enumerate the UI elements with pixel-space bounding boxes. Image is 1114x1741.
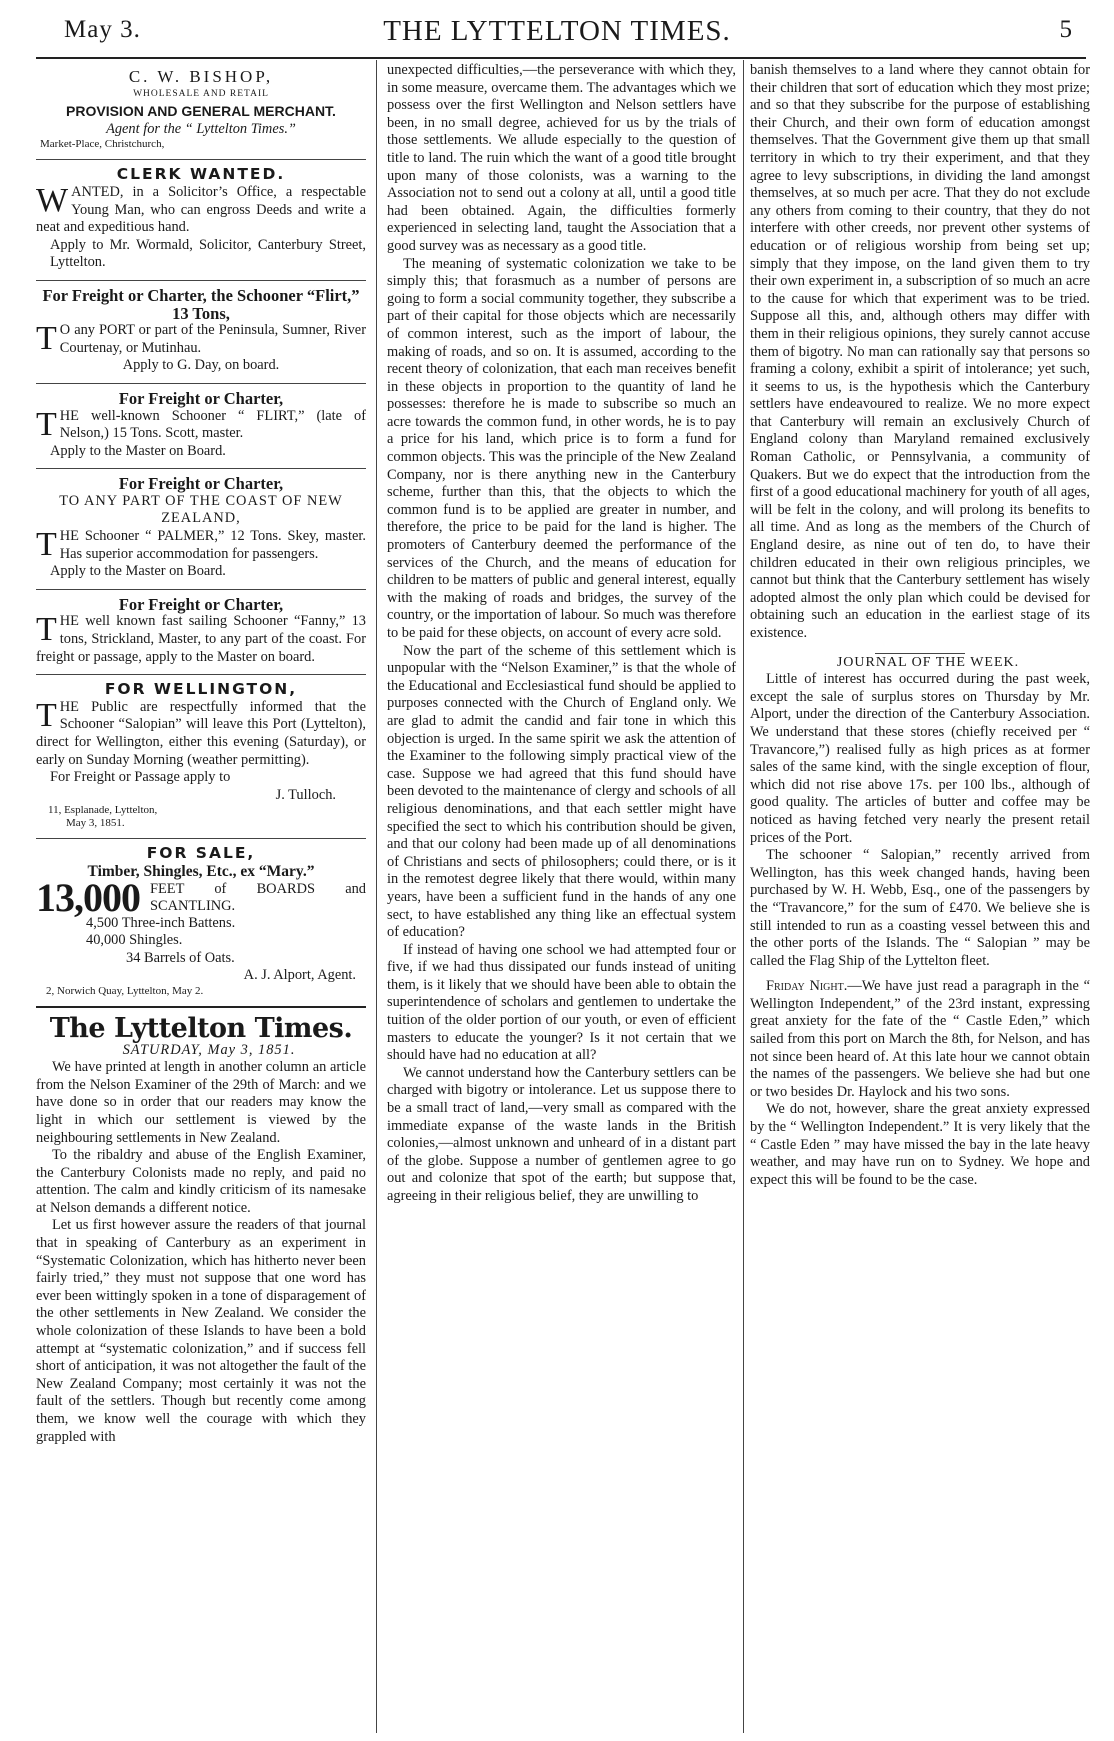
issue-date: May 3. [64, 16, 141, 43]
ad-subheading: TO ANY PART OF THE COAST OF NEW ZEALAND, [59, 492, 343, 527]
ad-apply: For Freight or Passage apply to [50, 769, 231, 786]
drop-cap: T [36, 696, 57, 734]
ad-apply: Apply to the Master on Board. [50, 563, 226, 580]
editorial-paragraph: We have printed at length in another column an article from the Nelson Examiner of the 29th of March: and we have done so in order that our readers may know the light in which our settlement is viewed by the neighbouring settlements in New Zealand. [36, 1059, 366, 1146]
drop-cap: T [36, 526, 57, 564]
ad-heading: For Freight or Charter, [118, 474, 284, 494]
journal-paragraph: We do not, however, share the great anxiety expressed by the “ Wellington Independent.” It is very likely that the “ Castle Eden ” may have missed the bay in the late heavy weather, and may have run on to Sydney. We hope and expect this will be found to be the case. [750, 1101, 1090, 1188]
editorial-dateline: SATURDAY, May 3, 1851. [122, 1041, 296, 1058]
ad-agent: Agent for the “ Lyttelton Times.” [106, 120, 296, 137]
ad-address: 2, Norwich Quay, Lyttelton, May 2. [46, 984, 204, 997]
ad-bishop [36, 62, 366, 160]
drop-cap: T [36, 405, 57, 443]
ad-tagline: WHOLESALE AND RETAIL [133, 88, 269, 99]
drop-cap: T [36, 611, 57, 649]
ad-for-sale [36, 839, 366, 1008]
ad-body: O any PORT or part of the Peninsula, Sumner, River Courtenay, or Mutinhau. [59, 322, 366, 356]
ad-heading: For Freight or Charter, [118, 388, 284, 408]
ad-line: 40,000 Shingles. [86, 932, 183, 949]
editorial-banner: The Lyttelton Times. [49, 1012, 353, 1044]
drop-cap: W [36, 181, 69, 219]
masthead [0, 0, 1114, 58]
column-3 [750, 62, 1090, 1734]
ad-body: HE well known fast sailing Schooner “Fanny,” 13 tons, Strickland, Master, to any part of the coast. For freight or passage, apply to the Master on board. [36, 613, 366, 665]
friday-night-lead: Friday Night. [766, 978, 848, 995]
ad-body: HE well-known Schooner “ FLIRT,” (late of Nelson,) 15 Tons. Scott, master. [59, 407, 366, 442]
editorial-paragraph: If instead of having one school we had attempted four or five, if we had thus dissipated our funds instead of uniting them, is it likely that we should have been able to obtain the superintendence of scholars and gentlemen to undertake the tuition of the older portion of our youth, or even of efficient masters to educate the younger? Is it not certain that we should have had no education at all? [387, 941, 736, 1064]
ad-heading: CLERK WANTED. [116, 165, 286, 184]
ad-line: 34 Barrels of Oats. [126, 949, 235, 966]
column-2 [387, 62, 736, 1734]
ad-body: HE Schooner “ PALMER,” 12 Tons. Skey, master. Has superior accommodation for passengers. [59, 528, 366, 562]
ad-heading: For Freight or Charter, [118, 594, 284, 614]
editorial-paragraph: banish themselves to a land where they cannot obtain for their children that sort of education which they most prize; and so that they subscribe for the purpose of establishing their Church, and their own form of education amongst themselves. That the Government give them up that small territory in which to try their experiment, and that they agree to levy subscriptions, in dividing the land amongst themselves, at so much per acre. That they do not exclude any others from coming to their country, that they do not interfere with other creeds, nor prevent other systems of education or of religious worship from being set up; simply that they impose, on the land given them to try their own experiment in, a subscription of so much an acre to the cause for which that experiment was to be tried. Suppose all this, and, although others may differ with them in their religious opinions, they surely cannot accuse them of bigotry. No man can rationally say that persons so framing a colony, exhibit a spirit of intolerance; yet such, it seems to us, is the hypothesis which the Canterbury settlers have endeavoured to realize. We no more expect that Canterbury will remain an exclusively Church of England colony than Maryland remained exclusively Roman Catholic, or Pennsylvania, a community of Quakers. But we do expect that the introduction from the first of a good educational machinery for youth of all ages, will be felt in the colony, and will prolong its benefits to all time. And as long as the members of the Church of England desire, as nine out of ten do, to have their children educated in their own religious principles, we cannot but think that the Canterbury settlement has wisely adopted almost the only plan which could be devised for obtaining such an education in the earliest stage of its existence. [750, 62, 1090, 641]
editorial-paragraph: To the ribaldry and abuse of the English Examiner, the Canterbury Colonists made no reply, and paid no attention. The calm and kindly criticism of its namesake at Nelson demands a different notice. [36, 1147, 366, 1216]
header-rule [36, 57, 1086, 59]
ad-line: 4,500 Three-inch Battens. [86, 914, 236, 931]
ad-flirt-scott [36, 384, 366, 469]
ad-heading: FOR WELLINGTON, [104, 680, 298, 699]
ad-place: Market-Place, Christchurch, [40, 138, 165, 151]
ad-clerk-wanted [36, 160, 366, 281]
ad-signature: A. J. Alport, Agent. [243, 967, 356, 984]
editorial-paragraph: The meaning of systematic colonization we take to be simply this; that forasmuch as a number of persons are going to form a social community together, they subscribe a part of their capital for those objects which are necessarily of common interest, such as the import of labour, the making of roads, and so on. It is assumed, according to the recent theory of colonization, that each man receives benefit in these objects in proportion to the quantity of land he possesses: therefore he is made to subscribe so much an acre towards the common fund, in other words, he is to pay a price for his land, which price is to form a fund for common objects. This was the principle of the New Zealand Company, nor is there anything new in the Canterbury scheme, further than this, that the objects to which the common fund is to be applied are greater in number, and therefore, the price to be paid for the land is higher. The promoters of Canterbury deemed the performance of the services of the Church, and the means of education for children to be matters of public and general interest, equally with the making of roads and bridges, the survey of the country, or the importation of labour. So much was therefore to be paid for these objects, on account of every acre sold. [387, 255, 736, 641]
ad-name: C. W. BISHOP, [128, 67, 274, 86]
ad-big-number: 13,000 [36, 874, 140, 920]
ad-apply: Apply to Mr. Wormald, Solicitor, Canterbury Street, Lyttelton. [50, 236, 366, 271]
editorial-paragraph: Now the part of the scheme of this settlement which is unpopular with the “Nelson Examiner,” is that the whole of the Educational and Ecclesiastical fund should be applied to purposes connected with the Church of England only. We are glad to admit the candid and fair tone in which this objection is urged. In the same spirit we ask the attention of the Examiner to the following simply practical view of the case. Suppose we had agreed that this fund should have been devoted to the maintenance of clergy and schools of all religious denominations, and that each settler might have specified the sect to which his contribution should be given, and that our colony had been made up of all denominations of Christians and sects of philosophers; could there, or is it in the remotest degree likely that there would, within many years, have been a sufficient fund in the hands of any one sect, to have established any thing like an effectual system of education? [387, 642, 736, 941]
column-divider [743, 60, 744, 1733]
ad-address: 11, Esplanade, Lyttelton, [48, 804, 158, 817]
ad-heading: For Freight or Charter, the Schooner “Flirt,” 13 Tons, [42, 285, 360, 323]
ad-date: May 3, 1851. [66, 817, 125, 830]
column-1 [36, 62, 366, 1734]
newspaper-title: THE LYTTELTON TIMES. [383, 15, 731, 47]
column-divider [376, 60, 377, 1733]
ad-fanny [36, 590, 366, 675]
ad-body: HE Public are respectfully informed that the Schooner “Salopian” will leave this Port (Lyttelton), direct for Wellington, either this evening (Saturday), or early on Sunday Morning (weather permitting). [36, 698, 366, 768]
ad-subheading: Timber, Shingles, Etc., ex “Mary.” [87, 862, 315, 880]
ad-heading: FOR SALE, [146, 844, 256, 863]
ad-apply: Apply to the Master on Board. [50, 442, 226, 459]
journal-heading: JOURNAL OF THE WEEK. [836, 654, 1020, 670]
ad-flirt-charter [36, 281, 366, 384]
ad-signature: J. Tulloch. [275, 786, 336, 803]
editorial-paragraph: Let us first however assure the readers of that journal that in speaking of Canterbury as an experiment in “Systematic Colonization, which has hitherto never been fairly tried,” they must not suppose that one word has ever been wittingly spoken in a tone of disparagement of the other settlements in New Zealand. We consider the whole colonization of these Islands to have been a bold attempt at “systematic colonization,” and if success fell short of anticipation, it was not altogether the fault of the New Zealand Company; most certainly it was not the fault of the settlers. Though but recently come among them, we know well the courage with which they grappled with [36, 1217, 366, 1445]
editorial-paragraph: We cannot understand how the Canterbury settlers can be charged with bigotry or intolerance. Let us suppose there to be a small tract of land,—very small as compared with the immediate expanse of the waste lands in the British colonies,—almost unknown and unheard of in a distant part of the globe. Suppose a number of gentlemen agree to go out and colonize that spot of the earth; but suppose that, agreeing in their religious belief, they are unwilling to [387, 1064, 736, 1204]
ad-for-wellington [36, 675, 366, 839]
page-number: 5 [1059, 16, 1072, 43]
journal-paragraph: The schooner “ Salopian,” recently arrived from Wellington, has this week changed hands, having been purchased by W. H. Webb, Esq., one of the passengers by the “Travancore,” for the sum of £470. We believe she is still intended to run as a coasting vessel between this and the other ports of the Islands. The “ Salopian ” may be called the Flag Ship of the Lyttelton fleet. [750, 847, 1090, 969]
ad-big-text: FEET of BOARDS and SCANTLING. [150, 880, 366, 914]
ad-quantity [36, 874, 366, 920]
editorial-paragraph: unexpected difficulties,—the perseverance with which they, in some measure, overcame them. The advantages which we possess over the first Wellington and Nelson settlers have been, in no small degree, achieved for us by the trials of those settlements. We allude especially to the question of title to land. The ruin which the want of a good title brought upon many of those colonists, was a warning to the Association not to send out a colony at all, until a good title had been obtained. Again, the difficulties formerly experienced in selecting land, taught the Association that a good survey was as necessary as a good title. [387, 62, 736, 254]
ad-apply: Apply to G. Day, on board. [122, 357, 280, 374]
journal-paragraph: Little of interest has occurred during the past week, except the sale of surplus stores on Thursday by Mr. Alport, under the direction of the Canterbury Association. We understand that these stores (chiefly received per “ Travancore,”) realised fully as high prices as at former sales of the same kind, with the single exception of flour, which did not rise above 17s. per 100 lbs., although of good quality. The articles of butter and coffee may be noticed as having fetched very nearly the present retail prices of the Port. [750, 671, 1090, 846]
ad-body: ANTED, in a Solicitor’s Office, a respectable Young Man, who can engross Deeds and write a neat and expeditious hand. [36, 183, 366, 236]
drop-cap: T [36, 320, 57, 358]
journal-paragraph: —We have just read a paragraph in the “ Wellington Independent,” of the 23rd instant, expressing great anxiety for the fate of the “ Castle Eden,” which sailed from this port on March the 8th, for Nelson, and has not since been heard of. At this late hour we cannot obtain the names of the passengers. We believe she had but one or two besides Dr. Haylock and his two sons. [750, 978, 1090, 1100]
ad-palmer [36, 469, 366, 590]
ad-trade: PROVISION AND GENERAL MERCHANT. [66, 103, 336, 120]
